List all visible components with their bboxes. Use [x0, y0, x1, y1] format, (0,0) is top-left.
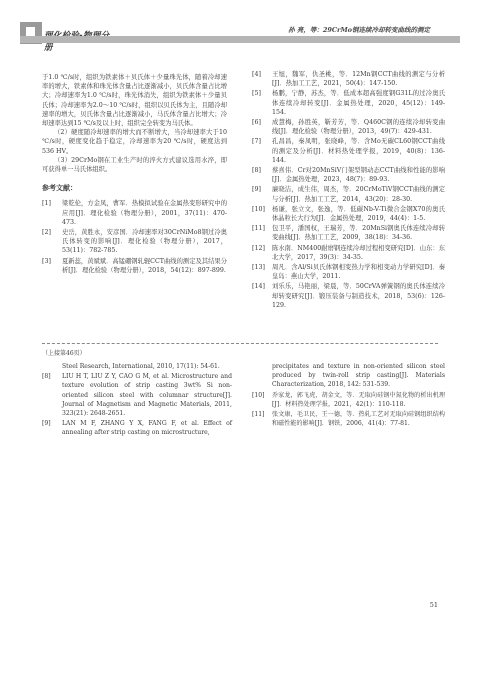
reference-number: [3] [42, 257, 51, 265]
reference-text: 蔡喜伟．Cr对20MnSiV门架型钢动态CCT曲线和性能的影响[J]．金属热处理，2023，48(7)：89-93. [272, 167, 445, 184]
reference-item [252, 166, 445, 184]
reference-item [252, 205, 445, 223]
reference-number: [4] [252, 71, 261, 78]
reference-item [42, 257, 227, 275]
reference-text: LAN M F, ZHANG Y X, FANG F, et al. Effect of annealing after strip casting on microstructure, [62, 420, 232, 437]
reference-item [252, 244, 445, 262]
reference-number: [1] [42, 200, 51, 208]
reference-item [252, 282, 445, 310]
reference-text: 周凡．含Al/Si贝氏体钢相变热力学和相变动力学研究[D]．秦皇岛：燕山大学，2011. [272, 264, 445, 281]
reference-text: 陈水南．NM400耐磨钢连续冷却过程相变研究[D]．山东：东北大学，2017，39(3)：34-35. [272, 244, 445, 261]
reference-number: [5] [252, 90, 261, 98]
reference-text: 杨鹏，宁静，苏杰，等．低成本超高强度钢G31L的过冷奥氏体连续冷却转变[J]．金属热处理，2020，45(12)：149-154. [272, 90, 445, 116]
reference-number: [7] [252, 138, 261, 146]
reference-number: [11] [252, 225, 265, 233]
continuation-right-column [252, 362, 445, 429]
conclusion-paragraph-2: （2）硬度随冷却速率的增大而不断增大，当冷却速率大于10 ℃/s时，硬度变化趋于稳定，冷却速率为20 ℃/s时，硬度达到536 HV。 [42, 129, 227, 155]
right-column [252, 70, 445, 311]
reference-item [42, 199, 227, 227]
reference-number: [9] [252, 186, 261, 194]
reference-item [42, 362, 232, 371]
reference-number [42, 362, 62, 371]
reference-item [252, 391, 445, 409]
references-heading: 参考文献： [42, 184, 77, 193]
page-number: 51 [429, 601, 438, 609]
reference-item [252, 70, 445, 88]
reference-number: [8] [42, 373, 51, 381]
reference-item [252, 89, 445, 117]
reference-text: 夏新蕊，黄斌斌．高锰硼钢轧辊CCT曲线的测定及其结果分析[J]．理化检验（物理分册），2018，54(12)：897-899. [62, 257, 227, 274]
reference-number: [11] [252, 411, 265, 419]
running-title: 孙 亮，等：29CrMo钢连续冷却转变曲线的测定 [288, 26, 430, 34]
reference-number: [10] [252, 205, 265, 213]
reference-number: [6] [252, 119, 261, 127]
reference-item [252, 118, 445, 136]
reference-text: LIU H T, LIU Z Y, CAO G M, et al. Microstructure and texture evolution of strip casting 3wt% Si non-oriented silicon steel with columnar structure[J]. Journal of Magnetism and Magnetic Materials, 2011, 323(21): 2648-2651. [62, 373, 232, 418]
reference-text: 杨谦，张立文，张逸，等．低碳Nb-V-Ti微合金钢X70的奥氏体晶粒长大行为[J]．金属热处理，2019，44(4)：1-5. [272, 205, 445, 223]
continuation-left-column [42, 362, 232, 439]
reference-number: [2] [42, 229, 51, 237]
reference-text: 孔昌昌，秦凤明，张晓峰，等．含Mo无碳CL60钢CCT曲线的测定及分析[J]．材料热处理学报，2019，40(8)：136-144. [272, 138, 445, 164]
conclusion-paragraph-1: 于1.0 ℃/s时，组织为铁素体＋贝氏体＋少量珠光体，随着冷却速率的增大，铁素体和珠光体含量占比逐渐减小，贝氏体含量占比增大；冷却速率为1.0 ℃/s时，珠光体消失，组织为铁素体＋少量贝氏体；冷却速率为2.0～10 ℃/s时，组织以贝氏体为主，且随冷却速率的增大，贝氏体含量占比逐渐减小，马氏体含量占比增大；冷却速率达到15 ℃/s及以上时，组织完全转变为马氏体。 [42, 74, 227, 128]
reference-text: 张文康，毛卫民，王一德，等．热轧工艺对无取向硅钢组织结构和磁性能的影响[J]．钢铁，2006，41(4)：77-81. [272, 411, 445, 428]
reference-item [252, 224, 445, 242]
reference-item [42, 228, 227, 256]
header-rule [20, 36, 460, 43]
reference-text: 梁乾伦，方金凤，曹军．热模拟试验在金属热变形研究中的应用[J]．理化检验（物理分册），2001，37(11)：470-473. [62, 200, 227, 226]
reference-text: Steel Research, International, 2010, 17(11): 54-61. [62, 363, 220, 370]
section-divider [42, 343, 438, 344]
reference-number: [8] [252, 167, 261, 175]
reference-item [42, 372, 232, 418]
reference-item [252, 410, 445, 428]
continuation-note: （上接第46页） [42, 350, 86, 357]
reference-text: 刘乐乐，马艳丽，梁晨，等．50CrVA弹簧钢的奥氏体连续冷却转变研究[J]．锻压装备与制造技术，2018，53(6)：126-129. [272, 283, 445, 309]
reference-item [252, 137, 445, 165]
reference-item [252, 362, 445, 390]
reference-number [252, 362, 272, 390]
reference-text: 廉晓洁，成生伟，周杰，等．20CrMoTiV钢CCT曲线的测定与分析[J]．热加工工艺，2014，43(20)：28-30. [272, 186, 445, 203]
reference-text: 王旭，魏军，仇圣桃，等．12Mn钢CCT曲线的测定与分析[J]．热加工工艺，2021，50(4)：147-150. [272, 71, 445, 88]
reference-text: 史岳，黄胜永，安彦国．冷却速率对30CrNiMo8钢过冷奥氏体转变的影响[J]．理化检验（物理分册），2017，53(11)：782-785. [62, 229, 227, 255]
reference-text: precipitates and texture in non-oriented silicon steel produced by twin-roll strip casting[J]. Materials Characterization, 2018, 142: 531-539. [272, 363, 445, 389]
reference-number: [9] [42, 420, 51, 428]
reference-item [252, 263, 445, 281]
reference-number: [13] [252, 264, 265, 272]
conclusion-paragraph-3: （3）29CrMo钢在工业生产时的淬火方式建议选用水淬，即可获得单一马氏体组织。 [42, 156, 227, 174]
reference-text: 包卫平，潘国权，王瑞芳，等．20MnSi钢奥氏体连续冷却转变曲线[J]．热加工工艺，2009，38(18)：34-36. [272, 225, 445, 242]
reference-number: [10] [252, 391, 265, 399]
reference-text: 成慧梅，孙胜英，靳芳芳，等．Q460C钢的连续冷却转变曲线[J]．理化检验（物理分册），2013，49(7)：429-431. [272, 119, 445, 136]
journal-name: 册 [44, 43, 53, 53]
reference-number: [12] [252, 244, 265, 252]
reference-item [252, 185, 445, 203]
reference-item [42, 419, 232, 437]
reference-text: 乔家龙，郭飞虎，胡金文，等．无取向硅钢中氮化物的析出机理[J]．材料热处理学报，2021，42(1)：110-118. [272, 391, 445, 408]
reference-number: [14] [252, 283, 265, 291]
left-column [42, 73, 227, 276]
